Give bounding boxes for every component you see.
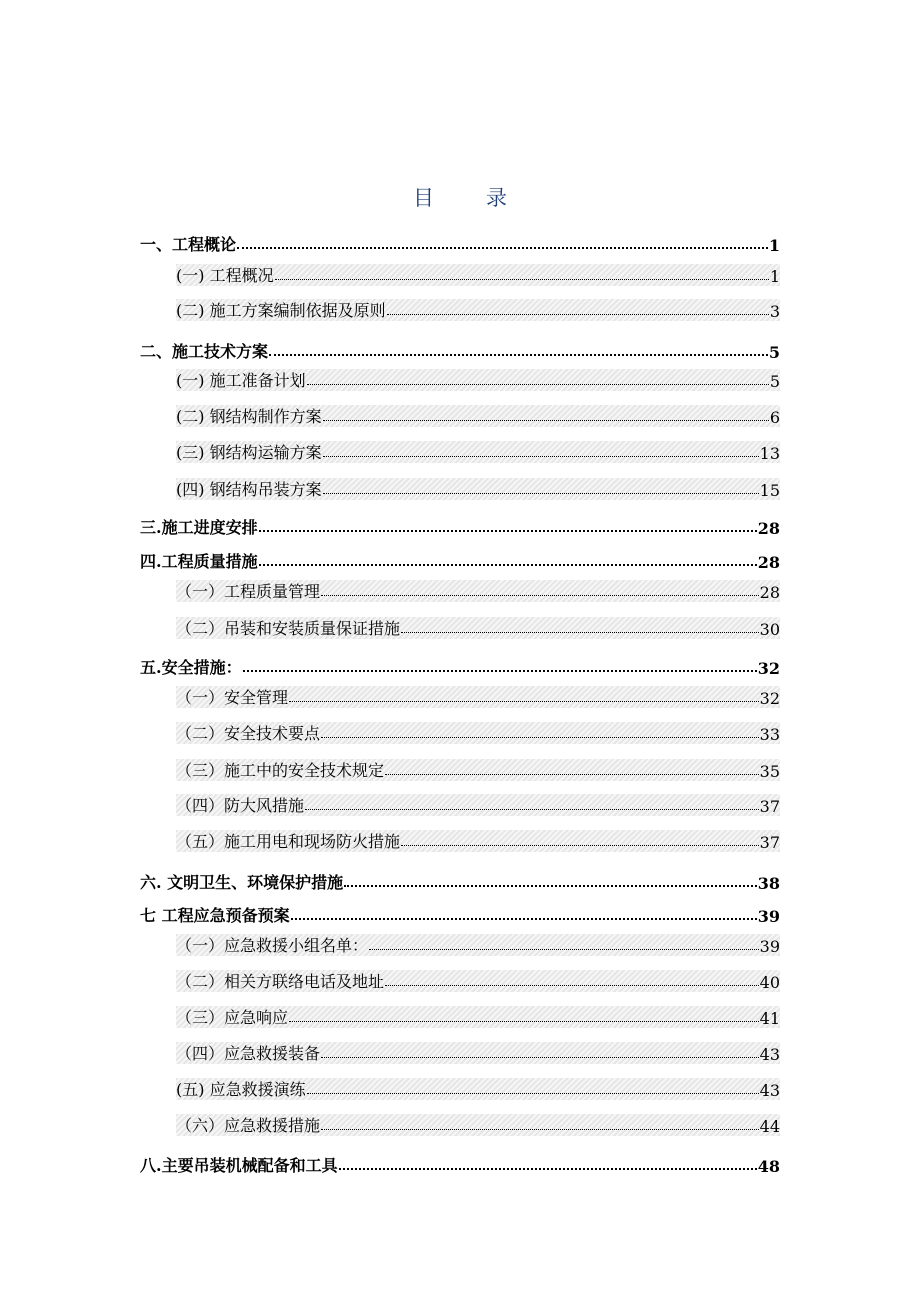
toc-entry-label: （四）应急救援装备 — [176, 1044, 321, 1063]
toc-entry-label: （二）安全技术要点 — [176, 724, 321, 743]
toc-dot-leader — [259, 564, 757, 566]
toc-entry-page-number: 32 — [759, 689, 780, 708]
toc-entry-section[interactable] — [176, 684, 780, 708]
toc-entry-page-number: 3 — [769, 302, 780, 321]
toc-dot-leader — [323, 493, 759, 494]
toc-entry-section[interactable] — [176, 792, 780, 816]
toc-entry-label: (三) 钢结构运输方案 — [176, 443, 322, 462]
toc-entry-page-number: 28 — [757, 519, 780, 538]
toc-dot-leader — [307, 384, 769, 385]
toc-entry-label: 六. 文明卫生、环境保护措施 — [140, 873, 344, 892]
toc-entry-page-number: 32 — [757, 659, 780, 678]
toc-entry-label: （三）应急响应 — [176, 1008, 289, 1027]
toc-entry-page-number: 28 — [757, 553, 780, 572]
toc-dot-leader — [323, 420, 769, 421]
toc-dot-leader — [259, 530, 757, 532]
toc-entry-section[interactable] — [176, 615, 780, 639]
toc-dot-leader — [307, 1093, 759, 1094]
toc-entry-chapter[interactable] — [140, 338, 780, 362]
toc-entry-section[interactable] — [176, 757, 780, 781]
toc-dot-leader — [321, 595, 759, 596]
toc-entry-label: 八.主要吊装机械配备和工具 — [140, 1156, 338, 1175]
toc-entry-section[interactable] — [176, 439, 780, 463]
toc-entry-page-number: 43 — [759, 1045, 780, 1064]
toc-entry-page-number: 39 — [759, 937, 780, 956]
toc-entry-label: (一) 工程概况 — [176, 266, 274, 285]
toc-dot-leader — [369, 949, 759, 950]
toc-entry-label: （六）应急救援措施 — [176, 1116, 321, 1135]
toc-entry-chapter[interactable] — [140, 654, 780, 678]
toc-entry-page-number: 6 — [769, 408, 780, 427]
toc-entry-label: 二、施工技术方案 — [140, 342, 269, 361]
toc-entry-section[interactable] — [176, 932, 780, 956]
toc-entry-page-number: 37 — [759, 833, 780, 852]
toc-entry-section[interactable] — [176, 1004, 780, 1028]
toc-entry-chapter[interactable] — [140, 548, 780, 572]
toc-entry-page-number: 33 — [759, 725, 780, 744]
toc-entry-section[interactable] — [176, 1040, 780, 1064]
toc-entry-label: (五) 应急救援演练 — [176, 1080, 306, 1099]
toc-dot-leader — [401, 845, 759, 846]
toc-entry-section[interactable] — [176, 403, 780, 427]
toc-entry-label: (二) 钢结构制作方案 — [176, 407, 322, 426]
toc-entry-label: （五）施工用电和现场防火措施 — [176, 832, 401, 851]
toc-entry-section[interactable] — [176, 297, 780, 321]
toc-dot-leader — [387, 314, 769, 315]
toc-entry-page-number: 44 — [759, 1117, 780, 1136]
toc-entry-label: （一）应急救援小组名单： — [176, 936, 369, 955]
toc-entry-label: (一) 施工准备计划 — [176, 371, 306, 390]
toc-entry-label: （一）工程质量管理 — [176, 582, 321, 601]
toc-dot-leader — [289, 1021, 759, 1022]
toc-dot-leader — [269, 354, 768, 356]
toc-dot-leader — [237, 247, 768, 249]
toc-dot-leader — [305, 809, 759, 810]
toc-entry-section[interactable] — [176, 828, 780, 852]
toc-title — [0, 182, 920, 212]
toc-entry-page-number: 38 — [757, 874, 780, 893]
toc-entry-section[interactable] — [176, 720, 780, 744]
toc-title-char-2: 录 — [486, 186, 507, 210]
toc-title-char-1: 目 — [413, 186, 434, 210]
toc-entry-page-number: 43 — [759, 1081, 780, 1100]
toc-entry-section[interactable] — [176, 367, 780, 391]
toc-entry-page-number: 40 — [759, 973, 780, 992]
toc-dot-leader — [339, 1168, 757, 1170]
toc-entry-label: (四) 钢结构吊装方案 — [176, 480, 322, 499]
toc-entry-page-number: 5 — [769, 372, 780, 391]
toc-entry-page-number: 1 — [769, 267, 780, 286]
toc-dot-leader — [291, 918, 757, 920]
toc-entry-label: （二）相关方联络电话及地址 — [176, 972, 385, 991]
toc-entry-label: 三.施工进度安排 — [140, 518, 258, 537]
toc-entry-label: 四.工程质量措施 — [140, 552, 258, 571]
toc-entry-label: 一、工程概论 — [140, 235, 237, 254]
toc-entry-page-number: 35 — [759, 762, 780, 781]
toc-dot-leader — [289, 701, 759, 702]
toc-entry-label: 五.安全措施： — [140, 658, 242, 677]
toc-entry-page-number: 1 — [768, 236, 780, 255]
toc-dot-leader — [323, 456, 759, 457]
toc-entry-chapter[interactable] — [140, 869, 780, 893]
toc-entry-section[interactable] — [176, 1112, 780, 1136]
toc-entry-chapter[interactable] — [140, 231, 780, 255]
toc-entry-label: （三）施工中的安全技术规定 — [176, 761, 385, 780]
toc-entry-label: （二）吊装和安装质量保证措施 — [176, 619, 401, 638]
toc-entry-label: (二) 施工方案编制依据及原则 — [176, 301, 386, 320]
toc-entry-section[interactable] — [176, 1076, 780, 1100]
toc-entry-section[interactable] — [176, 262, 780, 286]
toc-dot-leader — [385, 985, 759, 986]
toc-entry-section[interactable] — [176, 968, 780, 992]
toc-entry-section[interactable] — [176, 578, 780, 602]
toc-entry-chapter[interactable] — [140, 514, 780, 538]
toc-entry-page-number: 37 — [759, 797, 780, 816]
toc-entry-page-number: 48 — [757, 1157, 780, 1176]
toc-entry-label: （四）防大风措施 — [176, 796, 305, 815]
toc-entry-page-number: 39 — [757, 907, 780, 926]
toc-entry-chapter[interactable] — [140, 902, 780, 926]
toc-dot-leader — [385, 774, 759, 775]
toc-entry-section[interactable] — [176, 476, 780, 500]
toc-dot-leader — [401, 632, 759, 633]
toc-dot-leader — [321, 737, 759, 738]
toc-entry-page-number: 13 — [759, 444, 780, 463]
toc-dot-leader — [275, 279, 769, 280]
toc-entry-label: （一）安全管理 — [176, 688, 289, 707]
toc-dot-leader — [344, 885, 757, 887]
toc-entry-page-number: 41 — [759, 1009, 780, 1028]
toc-dot-leader — [243, 670, 757, 672]
toc-dot-leader — [321, 1057, 759, 1058]
toc-dot-leader — [321, 1129, 759, 1130]
toc-entry-page-number: 28 — [759, 583, 780, 602]
toc-entry-page-number: 5 — [768, 343, 780, 362]
toc-entry-label: 七 工程应急预备预案 — [140, 906, 290, 925]
toc-entry-page-number: 30 — [759, 620, 780, 639]
toc-entry-page-number: 15 — [759, 481, 780, 500]
toc-entry-chapter[interactable] — [140, 1152, 780, 1176]
